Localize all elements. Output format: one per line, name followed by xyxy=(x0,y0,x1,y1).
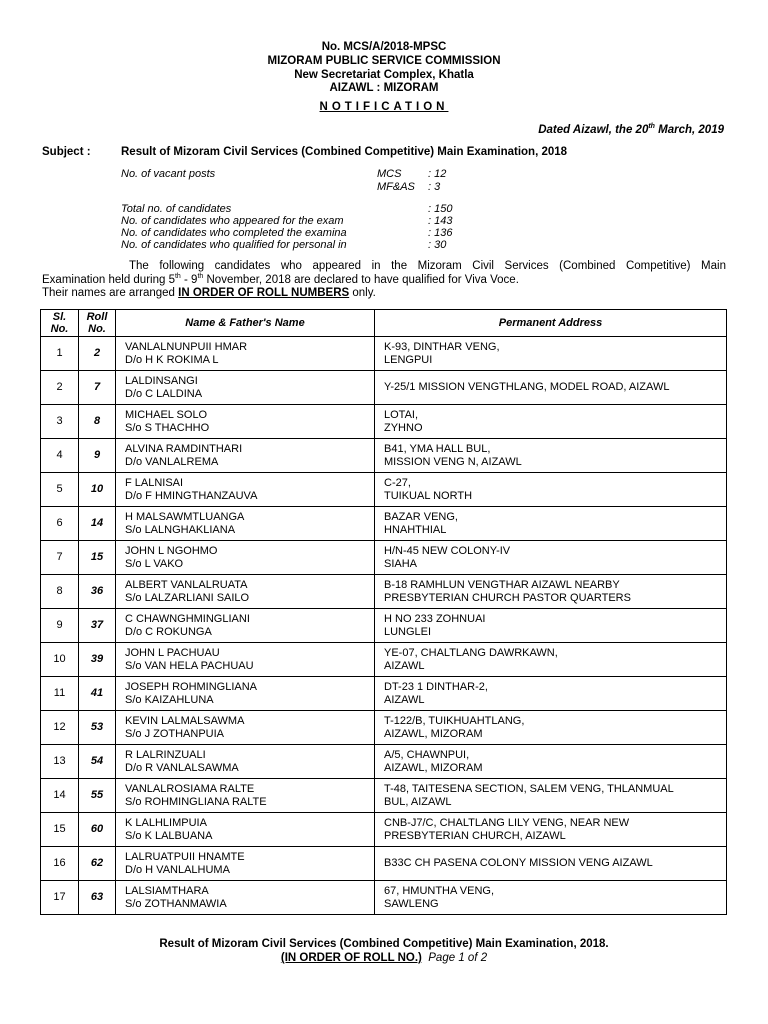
candidate-cell xyxy=(116,405,375,439)
table-row xyxy=(41,371,727,405)
address-line-2: MISSION VENG N, AIZAWL xyxy=(384,455,522,468)
roll-no: 9 xyxy=(79,439,116,473)
father-name: S/o ZOTHANMAWIA xyxy=(125,897,227,910)
father-name: D/o R VANLALSAWMA xyxy=(125,761,239,774)
father-name: S/o K LALBUANA xyxy=(125,829,213,842)
father-name: D/o VANLALREMA xyxy=(125,455,219,468)
table-row xyxy=(41,575,727,609)
sl-no: 8 xyxy=(41,575,79,609)
address-line-1: B33C CH PASENA COLONY MISSION VENG AIZAWL xyxy=(384,857,653,869)
sl-no: 2 xyxy=(41,371,79,405)
table-row xyxy=(41,813,727,847)
roll-no: 41 xyxy=(79,677,116,711)
sl-no: 16 xyxy=(41,847,79,881)
col-header-roll: Roll No. xyxy=(79,310,116,337)
candidate-name: ALBERT VANLALRUATA xyxy=(125,578,248,591)
address-line-1: Y-25/1 MISSION VENGTHLANG, MODEL ROAD, AIZAWL xyxy=(384,381,670,393)
address-line-2: LENGPUI xyxy=(384,353,433,366)
address-line-1: CNB-J7/C, CHALTLANG LILY VENG, NEAR NEW xyxy=(384,816,630,829)
sl-no: 7 xyxy=(41,541,79,575)
sl-no: 17 xyxy=(41,881,79,915)
address-cell xyxy=(375,847,727,881)
roll-no: 63 xyxy=(79,881,116,915)
address-cell xyxy=(375,575,727,609)
roll-no: 37 xyxy=(79,609,116,643)
address-line-2: AIZAWL xyxy=(384,659,425,672)
candidate-cell xyxy=(116,337,375,371)
candidate-cell xyxy=(116,847,375,881)
address-line-1: DT-23 1 DINTHAR-2, xyxy=(384,680,488,693)
address-cell xyxy=(375,813,727,847)
candidate-cell xyxy=(116,677,375,711)
table-row xyxy=(41,847,727,881)
candidate-name: LALRUATPUII HNAMTE xyxy=(125,850,245,863)
intro-line-3: Their names are arranged IN ORDER OF ROLL NUMBERS only. xyxy=(42,287,376,299)
footer-page-line: (IN ORDER OF ROLL NO.) Page 1 of 2 xyxy=(280,952,488,964)
address-cell xyxy=(375,371,727,405)
mcs-value: : 12 xyxy=(428,168,447,180)
stat-value: : 150 xyxy=(428,203,453,215)
table-row xyxy=(41,609,727,643)
organization-address: New Secretariat Complex, Khatla xyxy=(294,69,474,81)
intro-paragraph xyxy=(42,260,726,301)
address-line-1: LOTAI, xyxy=(384,408,419,421)
table-row xyxy=(41,507,727,541)
address-line-2: SAWLENG xyxy=(384,897,439,910)
table-row xyxy=(41,643,727,677)
address-cell xyxy=(375,745,727,779)
address-line-1: C-27, xyxy=(384,476,411,489)
roll-no: 36 xyxy=(79,575,116,609)
table-row xyxy=(41,337,727,371)
candidate-name: VANLALNUNPUII HMAR xyxy=(125,340,248,353)
candidate-cell xyxy=(116,813,375,847)
candidate-cell xyxy=(116,609,375,643)
table-row xyxy=(41,541,727,575)
father-name: D/o F HMINGTHANZAUVA xyxy=(125,489,258,502)
roll-no: 54 xyxy=(79,745,116,779)
mfas-value: : 3 xyxy=(428,181,441,193)
sl-no: 15 xyxy=(41,813,79,847)
roll-no: 8 xyxy=(79,405,116,439)
address-line-2: BUL, AIZAWL xyxy=(384,795,452,808)
intro-line-1: The following candidates who appeared in the Mizoram Civil Services (Combined Competitive) Main xyxy=(129,260,726,272)
candidate-cell xyxy=(116,643,375,677)
address-line-2: AIZAWL, MIZORAM xyxy=(384,727,483,740)
address-line-2: AIZAWL, MIZORAM xyxy=(384,761,483,774)
roll-no: 2 xyxy=(79,337,116,371)
candidate-name: ALVINA RAMDINTHARI xyxy=(125,442,243,455)
sl-no: 5 xyxy=(41,473,79,507)
roll-no: 7 xyxy=(79,371,116,405)
candidate-cell xyxy=(116,575,375,609)
table-row xyxy=(41,711,727,745)
subject-text: Result of Mizoram Civil Services (Combined Competitive) Main Examination, 2018 xyxy=(121,146,568,158)
candidate-name: H MALSAWMTLUANGA xyxy=(125,510,245,523)
col-header-address: Permanent Address xyxy=(375,310,727,337)
candidate-cell xyxy=(116,541,375,575)
roll-no: 15 xyxy=(79,541,116,575)
father-name: D/o C LALDINA xyxy=(125,387,203,400)
sl-no: 6 xyxy=(41,507,79,541)
address-cell xyxy=(375,541,727,575)
address-line-1: T-122/B, TUIKHUAHTLANG, xyxy=(384,714,525,727)
table-row xyxy=(41,473,727,507)
father-name: D/o H K ROKIMA L xyxy=(125,353,219,366)
address-line-2: AIZAWL xyxy=(384,693,425,706)
address-line-1: B41, YMA HALL BUL, xyxy=(384,442,491,455)
father-name: S/o KAIZAHLUNA xyxy=(125,693,214,706)
subject-label: Subject : xyxy=(42,146,91,158)
sl-no: 3 xyxy=(41,405,79,439)
address-line-1: K-93, DINTHAR VENG, xyxy=(384,340,500,353)
father-name: S/o LALNGHAKLIANA xyxy=(125,523,236,536)
notification-title: NOTIFICATION xyxy=(319,101,449,113)
vacant-posts-label: No. of vacant posts xyxy=(121,168,216,180)
address-cell xyxy=(375,609,727,643)
address-line-2: PRESBYTERIAN CHURCH, AIZAWL xyxy=(384,829,566,842)
address-line-1: YE-07, CHALTLANG DAWRKAWN, xyxy=(384,646,558,659)
candidate-cell xyxy=(116,473,375,507)
roll-no: 60 xyxy=(79,813,116,847)
candidate-cell xyxy=(116,439,375,473)
candidate-cell xyxy=(116,371,375,405)
roll-no: 39 xyxy=(79,643,116,677)
address-cell xyxy=(375,677,727,711)
address-line-2: LUNGLEI xyxy=(384,625,432,638)
stat-value: : 30 xyxy=(428,239,447,251)
candidate-name: MICHAEL SOLO xyxy=(125,408,208,421)
mfas-label: MF&AS xyxy=(377,181,415,193)
candidate-name: K LALHLIMPUIA xyxy=(125,816,207,829)
col-header-name: Name & Father's Name xyxy=(116,310,375,337)
father-name: S/o J ZOTHANPUIA xyxy=(125,727,225,740)
address-cell xyxy=(375,643,727,677)
father-name: S/o LALZARLIANI SAILO xyxy=(125,591,250,604)
candidate-cell xyxy=(116,745,375,779)
table-row xyxy=(41,405,727,439)
sl-no: 13 xyxy=(41,745,79,779)
col-header-sl: Sl. No. xyxy=(41,310,79,337)
father-name: D/o H VANLALHUMA xyxy=(125,863,230,876)
candidate-name: JOHN L PACHUAU xyxy=(125,646,220,659)
address-line-1: H NO 233 ZOHNUAI xyxy=(384,612,486,625)
address-line-1: BAZAR VENG, xyxy=(384,510,458,523)
candidate-name: R LALRINZUALI xyxy=(125,748,206,761)
address-cell xyxy=(375,473,727,507)
father-name: S/o ROHMINGLIANA RALTE xyxy=(125,795,267,808)
address-cell xyxy=(375,439,727,473)
sl-no: 1 xyxy=(41,337,79,371)
sl-no: 4 xyxy=(41,439,79,473)
candidate-name: C CHAWNGHMINGLIANI xyxy=(125,612,250,625)
sl-no: 10 xyxy=(41,643,79,677)
address-line-2: PRESBYTERIAN CHURCH PASTOR QUARTERS xyxy=(384,591,631,604)
address-cell xyxy=(375,881,727,915)
candidate-name: F LALNISAI xyxy=(125,476,184,489)
address-line-2: SIAHA xyxy=(384,557,418,570)
stat-label: No. of candidates who completed the examina xyxy=(121,227,347,239)
roll-no: 55 xyxy=(79,779,116,813)
address-cell xyxy=(375,711,727,745)
address-line-2: ZYHNO xyxy=(384,421,423,434)
organization-name: MIZORAM PUBLIC SERVICE COMMISSION xyxy=(267,55,501,67)
address-line-1: 67, HMUNTHA VENG, xyxy=(384,884,495,897)
address-line-1: A/5, CHAWNPUI, xyxy=(384,748,470,761)
page-number: Page 1 of 2 xyxy=(428,952,488,964)
candidate-name: VANLALROSIAMA RALTE xyxy=(125,782,255,795)
footer-title: Result of Mizoram Civil Services (Combined Competitive) Main Examination, 2018. xyxy=(159,938,609,950)
address-line-2: TUIKUAL NORTH xyxy=(384,489,473,502)
stat-value: : 143 xyxy=(428,215,453,227)
sl-no: 14 xyxy=(41,779,79,813)
roll-no: 62 xyxy=(79,847,116,881)
father-name: S/o S THACHHO xyxy=(125,421,210,434)
stat-label: No. of candidates who appeared for the exam xyxy=(121,215,344,227)
intro-line-2: Examination held during 5th - 9th November, 2018 are declared to have qualified for Viva Voce. xyxy=(42,272,519,286)
address-line-1: B-18 RAMHLUN VENGTHAR AIZAWL NEARBY xyxy=(384,578,620,591)
organization-city: AIZAWL : MIZORAM xyxy=(329,82,439,94)
candidate-name: JOSEPH ROHMINGLIANA xyxy=(125,680,258,693)
roll-no: 10 xyxy=(79,473,116,507)
table-row xyxy=(41,677,727,711)
stat-value: : 136 xyxy=(428,227,453,239)
table-row xyxy=(41,439,727,473)
stat-label: No. of candidates who qualified for personal in xyxy=(121,239,347,251)
address-cell xyxy=(375,405,727,439)
candidate-name: JOHN L NGOHMO xyxy=(125,544,218,557)
father-name: S/o L VAKO xyxy=(125,557,184,570)
sl-no: 9 xyxy=(41,609,79,643)
father-name: S/o VAN HELA PACHUAU xyxy=(125,659,254,672)
candidate-cell xyxy=(116,507,375,541)
candidate-name: KEVIN LALMALSAWMA xyxy=(125,714,245,727)
roll-no: 53 xyxy=(79,711,116,745)
candidate-name: LALSIAMTHARA xyxy=(125,884,209,897)
candidate-cell xyxy=(116,779,375,813)
candidate-cell xyxy=(116,711,375,745)
table-row xyxy=(41,745,727,779)
mcs-label: MCS xyxy=(377,168,402,180)
father-name: D/o C ROKUNGA xyxy=(125,625,212,638)
roll-no: 14 xyxy=(79,507,116,541)
address-cell xyxy=(375,507,727,541)
address-cell xyxy=(375,337,727,371)
sl-no: 12 xyxy=(41,711,79,745)
address-line-2: HNAHTHIAL xyxy=(384,523,447,536)
sl-no: 11 xyxy=(41,677,79,711)
table-row xyxy=(41,881,727,915)
address-cell xyxy=(375,779,727,813)
dated-line: Dated Aizawl, the 20th March, 2019 xyxy=(538,123,724,136)
results-table xyxy=(40,309,727,915)
address-line-1: T-48, TAITESENA SECTION, SALEM VENG, THLANMUAL xyxy=(384,782,674,795)
reference-number: No. MCS/A/2018-MPSC xyxy=(321,41,447,53)
candidate-cell xyxy=(116,881,375,915)
table-row xyxy=(41,779,727,813)
candidate-name: LALDINSANGI xyxy=(125,374,198,387)
table-header-row xyxy=(41,310,727,337)
stat-label: Total no. of candidates xyxy=(121,203,232,215)
address-line-1: H/N-45 NEW COLONY-IV xyxy=(384,544,511,557)
